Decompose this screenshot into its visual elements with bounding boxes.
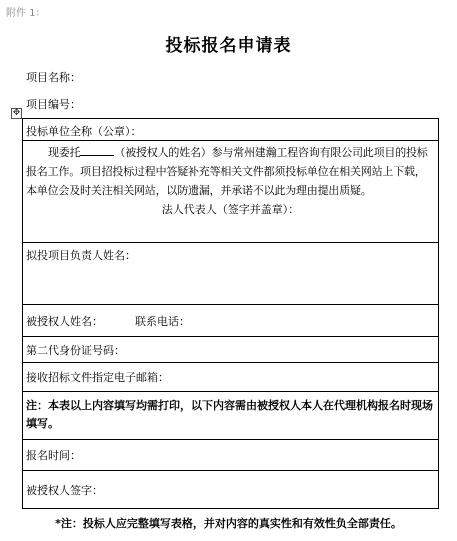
authorization-paragraph (26, 141, 435, 200)
authorized-name-label: 被授权人姓名： (26, 314, 103, 328)
table-row (23, 141, 439, 243)
registration-time-label: 报名时间： (26, 449, 81, 462)
authorized-info-cell[interactable] (23, 305, 439, 337)
signature-cell[interactable] (23, 471, 439, 509)
email-label: 接收招标文件指定电子邮箱： (26, 371, 169, 384)
table-row (23, 363, 439, 392)
table-row (23, 305, 439, 337)
table-row (23, 337, 439, 363)
project-leader-cell[interactable] (23, 243, 439, 305)
project-name-label: 项目名称： (26, 71, 81, 84)
bidder-unit-label: 投标单位全称（公章）： (26, 125, 142, 138)
form-note: 注：本表以上内容填写均需打印，以下内容需由被授权人本人在代理机构报名时现场填写。 (26, 399, 433, 430)
attachment-label: 附件 1： (6, 8, 46, 19)
trustee-name-blank[interactable] (80, 145, 114, 156)
table-move-handle-icon[interactable]: ✥ (12, 108, 21, 118)
table-row (23, 392, 439, 440)
authorization-prefix: 现委托 (48, 146, 81, 159)
signature-label: 被授权人签字： (26, 483, 103, 497)
page-title: 投标报名申请表 (165, 36, 292, 56)
table-row (23, 440, 439, 471)
table-row (23, 243, 439, 305)
table-row (23, 471, 439, 509)
application-form-table (22, 118, 439, 509)
bidder-unit-cell[interactable] (23, 119, 439, 141)
authorization-text: （被授权人的姓名）参与常州建瀚工程咨询有限公司此项目的投标报名工作。项目招投标过程中答疑补充等相关文件都须投标单位在相关网站上下载，本单位会及时关注相关网站，以防遗漏，并承诺不以此为理由提出质疑。 (26, 146, 428, 197)
footer-note: *注：投标人应完整填写表格，并对内容的真实性和有效性负全部责任。 (55, 517, 402, 530)
project-number-label: 项目编号： (26, 98, 81, 111)
legal-rep-label: 法人代表人（签字并盖章）： (161, 203, 300, 216)
project-leader-label: 拟投项目负责人姓名： (26, 249, 136, 262)
id-number-cell[interactable] (23, 337, 439, 363)
registration-time-cell[interactable] (23, 440, 439, 471)
id-number-label: 第二代身份证号码： (26, 343, 125, 357)
email-cell[interactable] (23, 363, 439, 392)
phone-label: 联系电话： (135, 314, 190, 328)
table-row (23, 119, 439, 141)
authorization-cell[interactable] (23, 141, 439, 243)
note-cell (23, 392, 439, 440)
